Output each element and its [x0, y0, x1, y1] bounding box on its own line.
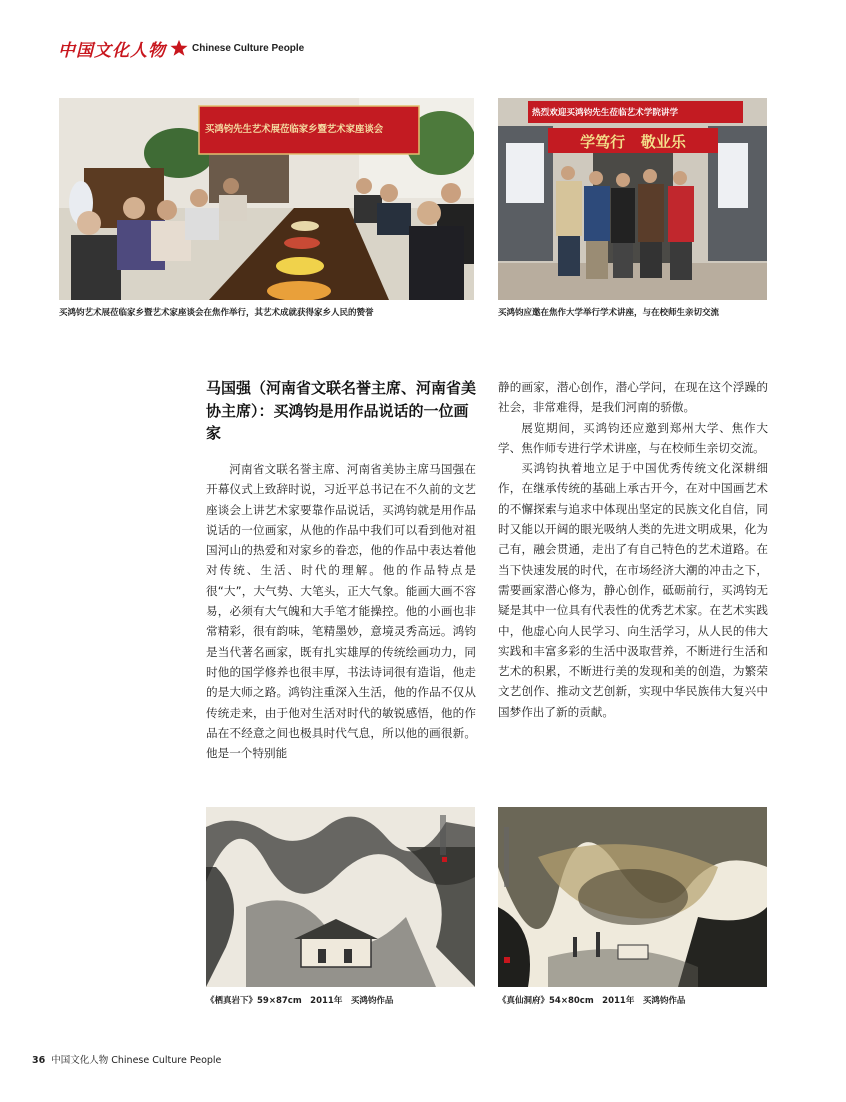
article-left-column — [206, 459, 476, 763]
page-footer — [32, 1052, 221, 1066]
masthead — [58, 36, 304, 60]
lecture-banner-slogan-text: 学笃行 敬业乐 — [580, 133, 686, 151]
lecture-banner-top-text: 热烈欢迎买鸿钧先生莅临艺术学院讲学 — [532, 108, 679, 118]
artwork-caption: 《栖真岩下》59×87cm 2011年 买鸿钧作品 — [206, 996, 394, 1006]
artwork-zhenxian-dongfu — [498, 807, 767, 987]
article-headline: 马国强（河南省文联名誉主席、河南省美协主席）：买鸿钧是用作品说话的一位画家 — [206, 379, 477, 442]
artwork-qizhen-yanxia — [206, 807, 475, 987]
star-icon — [170, 39, 188, 57]
article-paragraph: 静的画家，潜心创作，潜心学问，在现在这个浮躁的社会，非常难得，是我们河南的骄傲。 — [498, 380, 768, 415]
seminar-photo — [59, 98, 474, 300]
brand-name-en: Chinese Culture People — [192, 42, 305, 54]
seminar-banner-text: 买鸿钧先生艺术展莅临家乡暨艺术家座谈会 — [205, 124, 384, 135]
page-number: 36 — [32, 1055, 46, 1066]
article-paragraph: 展览期间，买鸿钧还应邀到郑州大学、焦作大学、焦作师专进行学术讲座，与在校师生亲切交流。 — [498, 420, 768, 455]
article-paragraph: 买鸿钧执着地立足于中国优秀传统文化深耕细作，在继承传统的基础上承古开今，在对中国画艺术的不懈探索与追求中体现出坚定的民族文化自信，同时又能以开阔的眼光吸纳人类的先进文明成果，化为己有，融会贯通，走出了有自己特色的艺术道路。在当下快速发展的时代，在市场经济大潮的冲击之下，需要画家潜心修为，静心创作，砥砺前行，买鸿钧无疑是其中一位具有代表性的优秀艺术家。在艺术实践中，他虚心向人民学习、向生活学习，从人民的伟大实践和丰富多彩的生活中汲取营养，不断进行生活和艺术的积累，不断进行美的发现和美的创造，为繁荣文艺创作、推动文艺创新，实现中华民族伟大复兴中国梦作出了新的贡献。 — [498, 461, 768, 719]
footer-publication: 中国文化人物 Chinese Culture People — [51, 1055, 222, 1066]
article-paragraph: 河南省文联名誉主席、河南省美协主席马国强在开幕仪式上致辞时说，习近平总书记在不久前的文艺座谈会上讲艺术家要靠作品说话，买鸿钧就是用作品说话的一位画家，从他的作品中我们可以看到他对祖国河山的热爱和对家乡的眷恋，他的作品中表达着他对传统、生活、时代的理解。他的作品特点是很“大”，大气势、大笔头，正大气象。能画大画不容易，必须有大气魄和大手笔才能操控。他的小画也非常精彩，很有韵味，笔精墨妙，意境灵秀高远。鸿钧是当代著名画家，既有扎实雄厚的传统绘画功力，同时他的国学修养也很丰厚，书法诗词很有造诣，他走的是大师之路。鸿钧注重深入生活，他的作品不仅从传统走来，由于他对生活对时代的敏锐感悟，他的作品在不经意之间也极具时代气息，所以他的画很新。他是一个特别能 — [206, 462, 476, 761]
brand-name-cn: 中国文化人物 — [58, 40, 166, 61]
seminar-photo-caption: 买鸿钧艺术展莅临家乡暨艺术家座谈会在焦作举行，其艺术成就获得家乡人民的赞誉 — [59, 308, 374, 318]
lecture-photo-caption: 买鸿钧应邀在焦作大学举行学术讲座，与在校师生亲切交流 — [498, 308, 720, 318]
article-right-column — [498, 377, 768, 722]
artwork-caption: 《真仙洞府》54×80cm 2011年 买鸿钧作品 — [498, 996, 686, 1006]
lecture-photo — [498, 98, 767, 300]
